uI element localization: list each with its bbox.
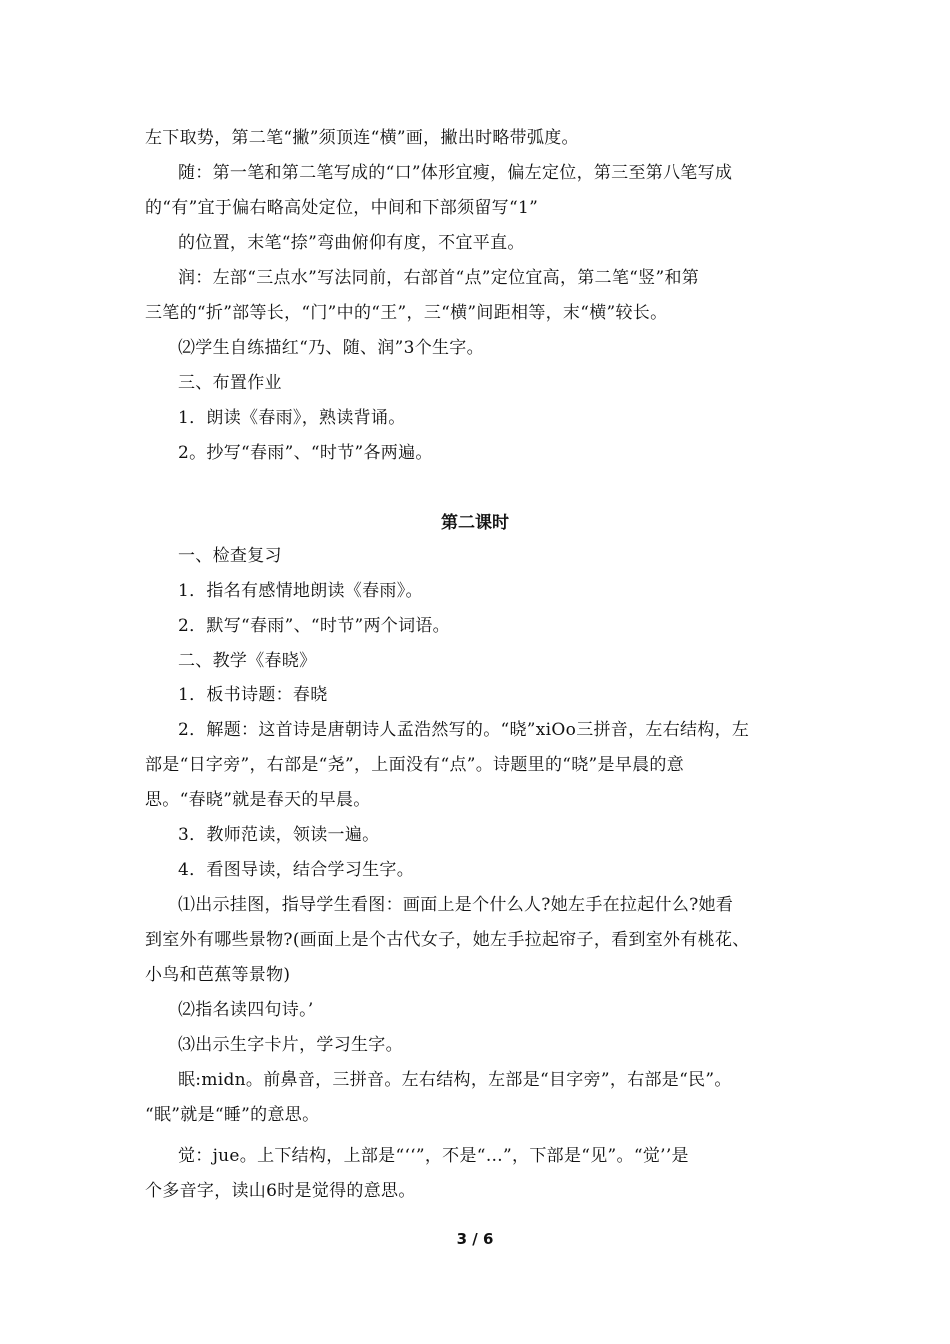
text-line: ⑶出示生字卡片，学习生字。 <box>178 1035 403 1055</box>
page-number: 3 / 6 <box>456 1230 494 1248</box>
text-line: 2．默写“春雨”、“时节”两个词语。 <box>178 616 450 636</box>
text-line: 左下取势，第二笔“撇”须顶连“横”画，撇出时略带弧度。 <box>145 128 579 148</box>
text-line: 小鸟和芭蕉等景物) <box>145 965 291 985</box>
text-line: 的“有”宜于偏右略高处定位，中间和下部须留写“1” <box>145 198 539 218</box>
text-line: ⑵指名读四句诗。’ <box>178 1000 314 1020</box>
text-line: 觉：jue。上下结构，上部是“‘‘”，不是“…”，下部是“见”。“觉’’是 <box>178 1146 689 1166</box>
text-line: 4．看图导读，结合学习生字。 <box>178 860 415 880</box>
section-title: 第二课时 <box>441 513 509 533</box>
text-line: “眠”就是“睡”的意思。 <box>145 1105 320 1125</box>
text-line: 1．朗读《春雨》，熟读背诵。 <box>178 408 406 428</box>
text-line: 到室外有哪些景物?(画面上是个古代女子，她左手拉起帘子，看到室外有桃花、 <box>145 930 750 950</box>
text-line: 三、布置作业 <box>178 373 282 393</box>
text-line: 的位置，末笔“捺”弯曲俯仰有度，不宜平直。 <box>178 233 525 253</box>
text-line: 个多音字，读山6时是觉得的意思。 <box>145 1181 416 1201</box>
text-line: 眠:midn。前鼻音，三拼音。左右结构，左部是“目字旁”，右部是“民”。 <box>178 1070 732 1090</box>
text-line: 3．教师范读，领读一遍。 <box>178 825 380 845</box>
text-line: 一、检查复习 <box>178 546 282 566</box>
text-line: 三笔的“折”部等长，“门”中的“王”，三“横”间距相等，末“横”较长。 <box>145 303 668 323</box>
text-line: 部是“日字旁”，右部是“尧”，上面没有“点”。诗题里的“晓”是早晨的意 <box>145 755 685 775</box>
text-line: 二、教学《春晓》 <box>178 651 317 671</box>
text-line: 2．解题：这首诗是唐朝诗人孟浩然写的。“晓”xiOo三拼音，左右结构，左 <box>178 720 750 740</box>
text-line: 润：左部“三点水”写法同前，右部首“点”定位宜高，第二笔“竖”和第 <box>178 268 700 288</box>
text-line: 随：第一笔和第二笔写成的“口”体形宜瘦，偏左定位，第三至第八笔写成 <box>178 163 733 183</box>
text-line: ⑴出示挂图，指导学生看图：画面上是个什么人?她左手在拉起什么?她看 <box>178 895 734 915</box>
text-line: 思。“春晓”就是春天的早晨。 <box>145 790 371 810</box>
text-line: 1．板书诗题：春晓 <box>178 685 328 705</box>
text-line: ⑵学生自练描红“乃、随、润”3个生字。 <box>178 338 484 358</box>
text-line: 1．指名有感情地朗读《春雨》。 <box>178 581 423 601</box>
text-line: 2。抄写“春雨”、“时节”各两遍。 <box>178 443 433 463</box>
